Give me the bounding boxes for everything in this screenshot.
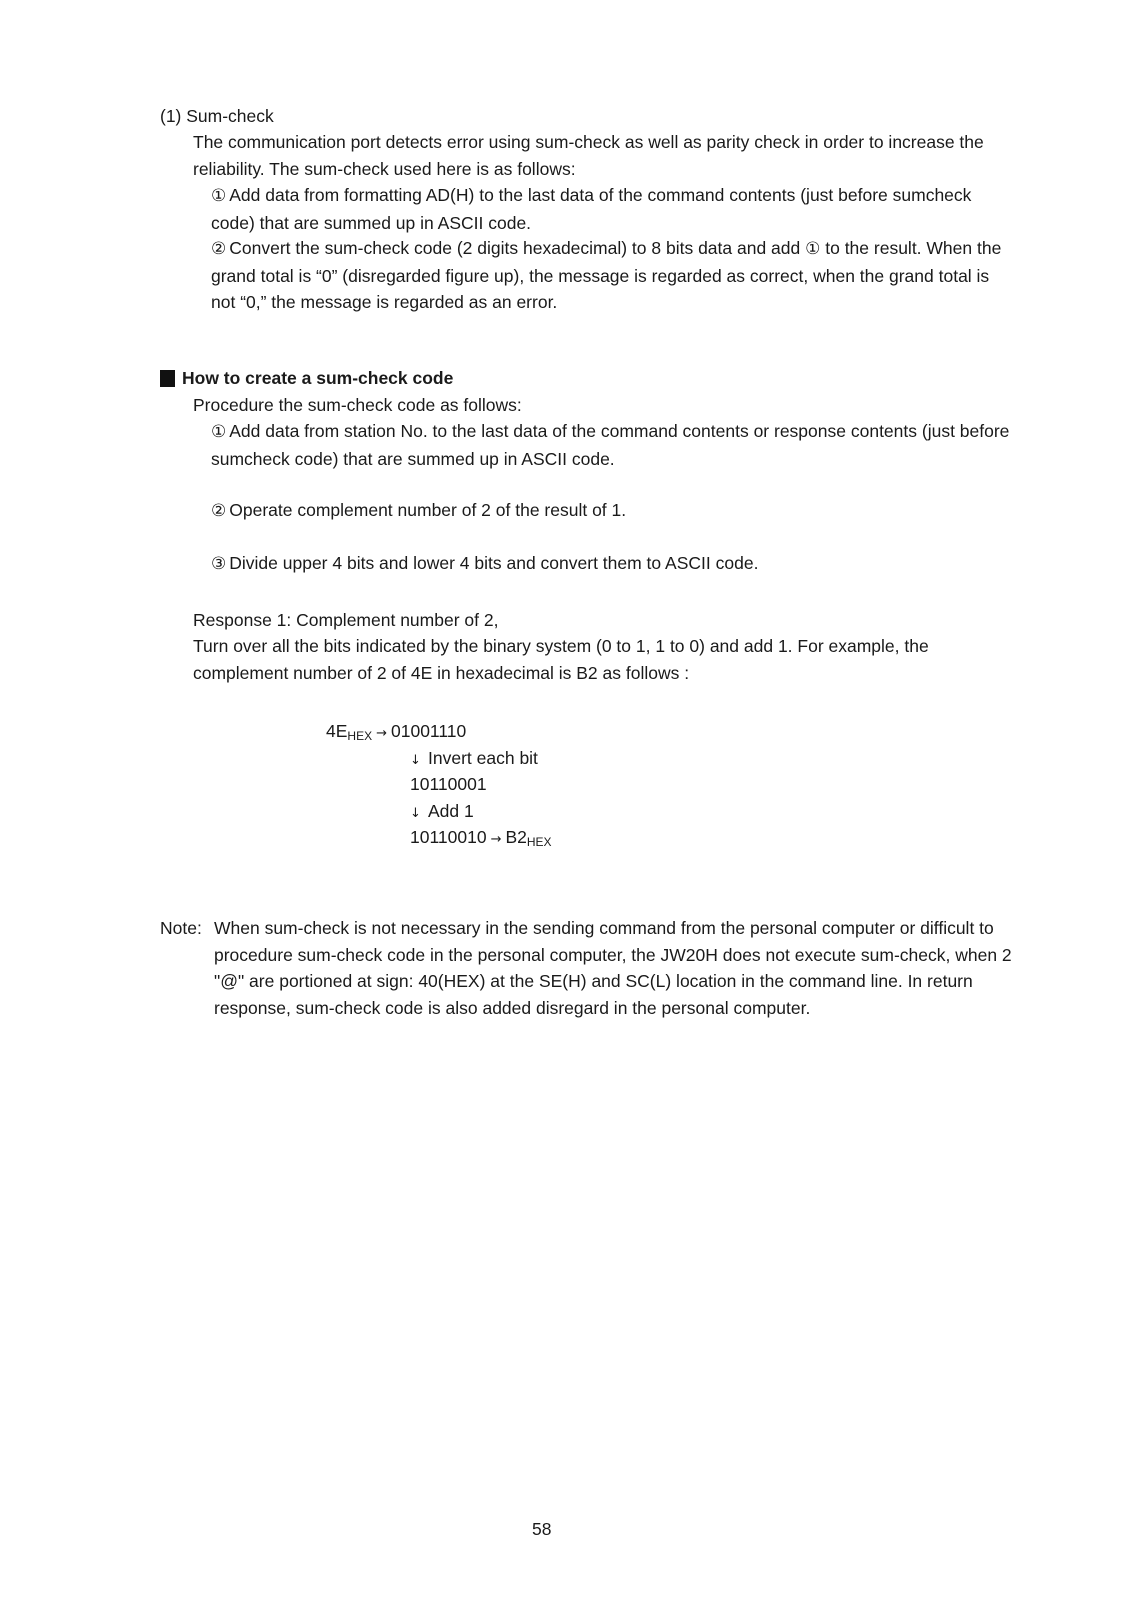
invert-step-label: Invert each bit xyxy=(428,747,538,768)
how-to-step-2-text: Operate complement number of 2 of the result of 1. xyxy=(229,500,627,520)
right-arrow-icon: → xyxy=(490,832,502,848)
binary-result: 10110010 xyxy=(410,827,487,848)
circled-three-marker: ③ xyxy=(211,554,227,574)
result-subscript: HEX xyxy=(526,835,552,850)
how-to-intro: Procedure the sum-check code as follows: xyxy=(193,395,522,415)
how-to-step-1 xyxy=(211,418,1016,472)
circled-one-marker: ① xyxy=(211,186,227,206)
conversion-row-invert xyxy=(326,745,552,772)
how-to-step-3-text: Divide upper 4 bits and lower 4 bits and convert them to ASCII code. xyxy=(229,553,759,573)
note-label: Note: xyxy=(160,918,202,938)
how-to-step-1-text: Add data from station No. to the last data of the command contents or response contents (just before sumcheck code) that are summed up in ASCII code. xyxy=(211,421,1010,469)
conversion-row-add xyxy=(326,798,552,825)
conversion-row-inverted xyxy=(326,771,552,798)
sum-check-item-2-text-b: to the result. When the grand total is “0” (disregarded figure up), the message is regarded as correct, when the grand total is not “0,” the message is regarded as an error. xyxy=(211,238,1002,313)
result-value: B2 xyxy=(505,827,527,848)
sum-check-item-2-text-a: Convert the sum-check code (2 digits hexadecimal) to 8 bits data and add xyxy=(229,238,806,258)
section-title: (1) Sum-check xyxy=(160,106,274,126)
start-subscript: HEX xyxy=(347,729,373,743)
square-bullet-icon xyxy=(160,370,175,387)
down-arrow-icon: ↓ xyxy=(410,805,421,821)
circled-one-reference: ① xyxy=(805,239,821,259)
note-text: When sum-check is not necessary in the sending command from the personal computer or difficult to procedure sum-check code in the personal computer, the JW20H does not execute sum-check, when 2 "@" are portioned at sign: 40(HEX) at the SE(H) and SC(L) location in the command line. In return response, sum-check code is also added disregard in the personal computer. xyxy=(214,918,1012,1018)
binary-start: 01001110 xyxy=(391,721,467,741)
sum-check-item-2 xyxy=(211,235,1016,316)
conversion-row-start xyxy=(326,718,552,745)
circled-one-marker: ① xyxy=(211,422,227,442)
how-to-heading xyxy=(160,365,453,392)
page-number: 58 xyxy=(532,1519,552,1539)
how-to-step-3 xyxy=(211,550,1016,578)
sum-check-item-1 xyxy=(211,182,1016,236)
circled-two-marker: ② xyxy=(211,239,227,259)
how-to-heading-text: How to create a sum-check code xyxy=(182,368,454,388)
add-step-label: Add 1 xyxy=(428,800,474,821)
sum-check-item-1-text: Add data from formatting AD(H) to the last data of the command contents (just before sumcheck code) that are summed up in ASCII code. xyxy=(211,185,972,233)
right-arrow-icon: → xyxy=(376,726,387,741)
response-explanation: Turn over all the bits indicated by the binary system (0 to 1, 1 to 0) and add 1. For example, the complement number of 2 of 4E in hexadecimal is B2 as follows : xyxy=(193,636,929,683)
how-to-step-2 xyxy=(211,497,1016,525)
start-value: 4E xyxy=(326,721,348,741)
circled-two-marker: ② xyxy=(211,501,227,521)
response-heading: Response 1: Complement number of 2, xyxy=(193,610,499,630)
sum-check-intro: The communication port detects error using sum-check as well as parity check in order to increase the reliability. The sum-check used here is as follows: xyxy=(193,132,984,179)
binary-inverted: 10110001 xyxy=(410,774,487,795)
down-arrow-icon: ↓ xyxy=(410,752,421,768)
conversion-example xyxy=(326,718,552,851)
conversion-row-result xyxy=(326,824,552,851)
